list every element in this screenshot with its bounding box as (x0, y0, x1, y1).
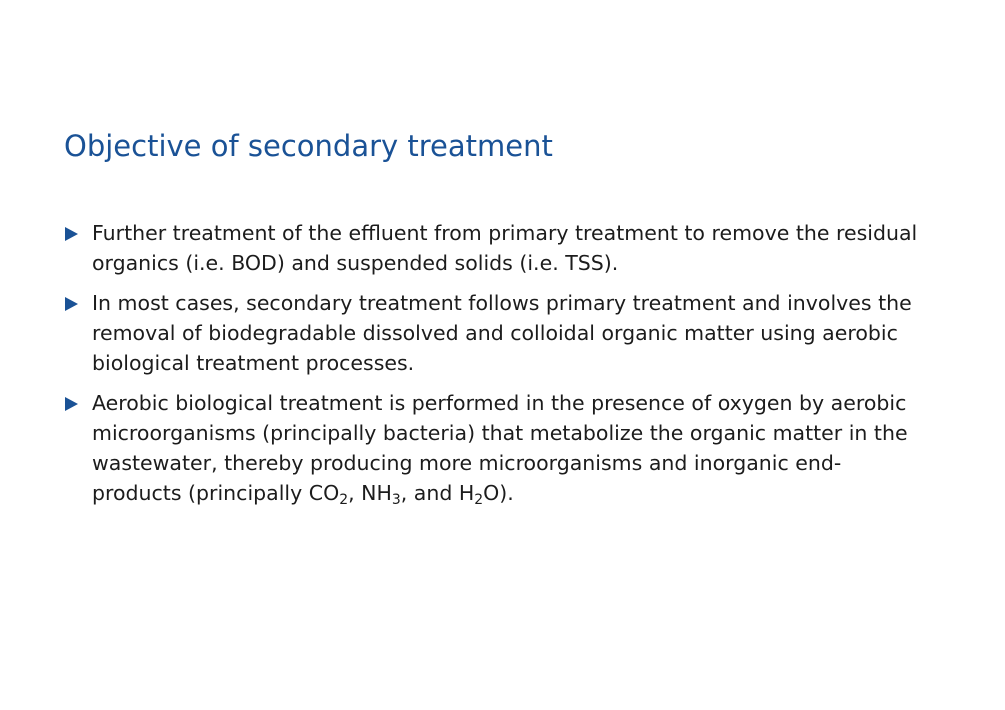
bullet-text-main: Aerobic biological treatment is performed in the presence of oxygen by aerobic microorganisms (principally bacteria) that metabolize the organic matter in the wastewater, thereby producing more microorganisms and inorganic end-products (principally CO (92, 391, 908, 505)
list-item (64, 288, 924, 378)
triangle-right-icon (65, 297, 78, 311)
bullet-list (64, 218, 924, 518)
bullet-text-h: , and H (400, 481, 475, 505)
slide-title: Objective of secondary treatment (64, 129, 553, 163)
triangle-right-icon (65, 397, 78, 411)
bullet-text-nh: , NH (348, 481, 392, 505)
bullet-text-end: O). (483, 481, 514, 505)
bullet-text: In most cases, secondary treatment follows primary treatment and involves the removal of biodegradable dissolved and colloidal organic matter using aerobic biological treatment processes. (92, 291, 912, 375)
list-item (64, 388, 924, 508)
bullet-text (92, 388, 924, 508)
list-item (64, 218, 924, 278)
subscript-co2: 2 (339, 492, 349, 509)
triangle-right-icon (65, 227, 78, 241)
bullet-text: Further treatment of the effluent from primary treatment to remove the residual organics (i.e. BOD) and suspended solids (i.e. TSS). (92, 221, 918, 275)
subscript-nh3: 3 (391, 492, 401, 509)
subscript-h2o: 2 (474, 492, 484, 509)
